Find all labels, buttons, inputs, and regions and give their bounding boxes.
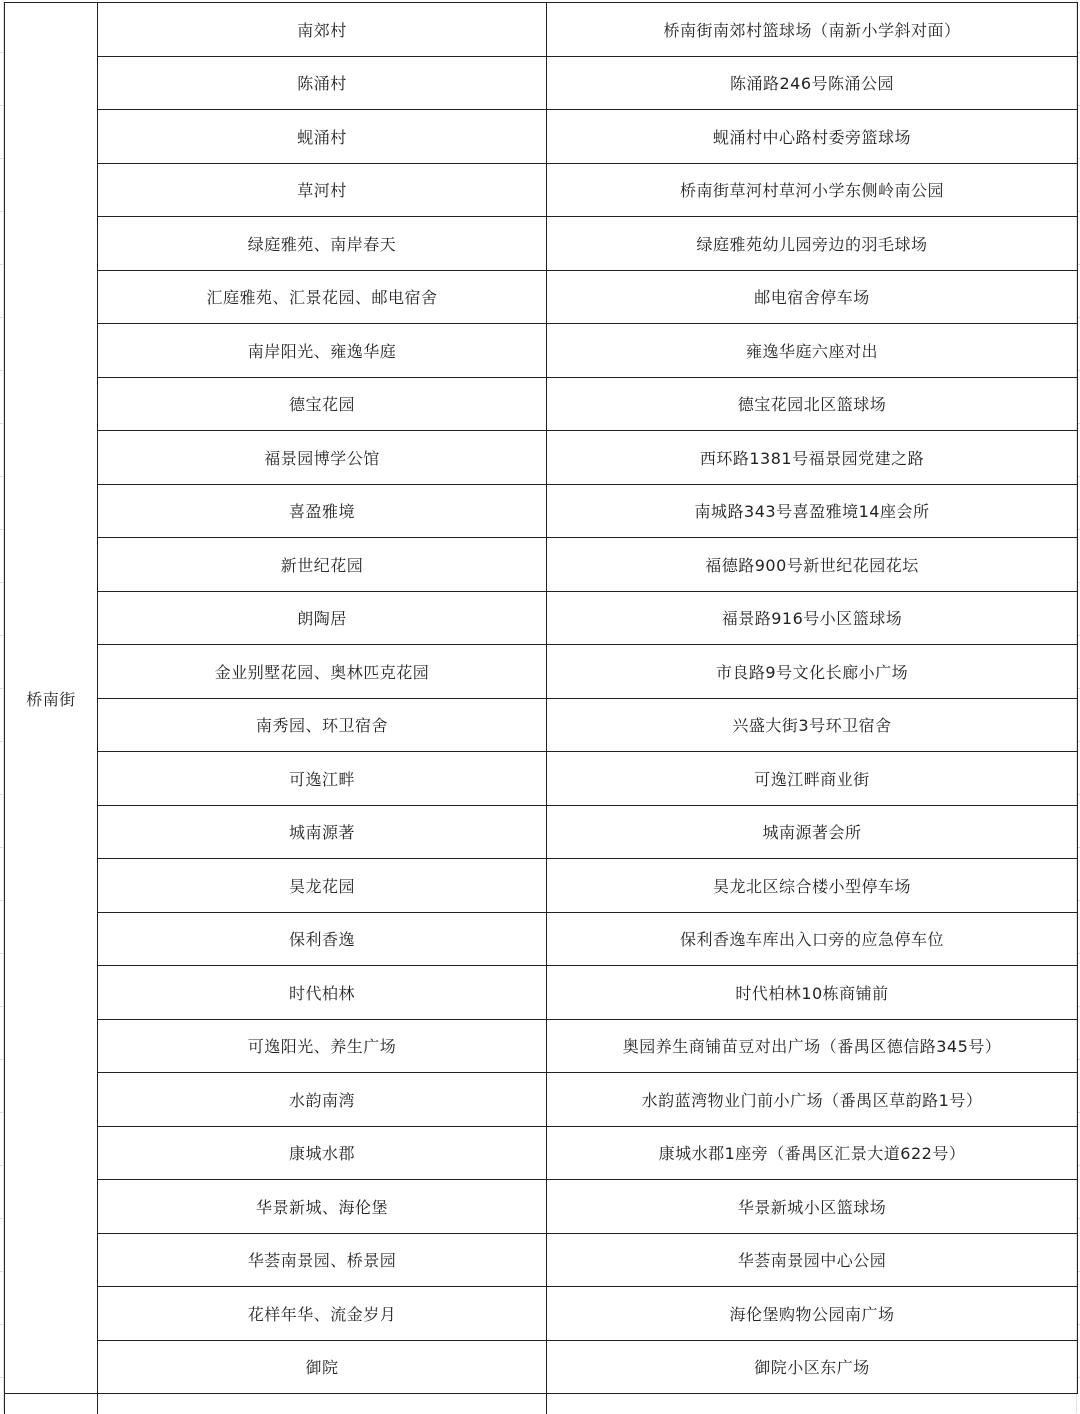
table-row bbox=[5, 56, 1078, 110]
community-cell: 可逸阳光、养生广场 bbox=[98, 1019, 547, 1073]
location-cell: 桥南街草河村草河小学东侧岭南公园 bbox=[547, 163, 1078, 217]
location-cell: 西环路1381号福景园党建之路 bbox=[547, 431, 1078, 485]
community-cell: 草河村 bbox=[98, 163, 547, 217]
community-cell: 新世纪花园 bbox=[98, 538, 547, 592]
location-cell: 可逸江畔商业街 bbox=[547, 752, 1078, 806]
community-cell: 昊龙花园 bbox=[98, 859, 547, 913]
community-cell: 康城水郡 bbox=[98, 1126, 547, 1180]
community-cell: 朗陶居 bbox=[98, 591, 547, 645]
location-cell: 华荟南景园中心公园 bbox=[547, 1233, 1078, 1287]
table-row bbox=[5, 966, 1078, 1020]
community-cell: 福景园博学公馆 bbox=[98, 431, 547, 485]
community-cell: 南岸阳光、雍逸华庭 bbox=[98, 324, 547, 378]
community-cell: 绿庭雅苑、南岸春天 bbox=[98, 217, 547, 271]
table-row bbox=[5, 1287, 1078, 1341]
table-row bbox=[5, 3, 1078, 57]
next-row-partial bbox=[4, 1393, 1077, 1414]
location-cell: 兴盛大街3号环卫宿舍 bbox=[547, 698, 1078, 752]
location-cell: 市良路9号文化长廊小广场 bbox=[547, 645, 1078, 699]
location-cell: 御院小区东广场 bbox=[547, 1340, 1078, 1394]
table-row bbox=[5, 163, 1078, 217]
community-cell: 御院 bbox=[98, 1340, 547, 1394]
table-row bbox=[5, 538, 1078, 592]
community-cell: 蚬涌村 bbox=[98, 110, 547, 164]
location-cell: 昊龙北区综合楼小型停车场 bbox=[547, 859, 1078, 913]
table-row bbox=[5, 1019, 1078, 1073]
community-cell: 喜盈雅境 bbox=[98, 484, 547, 538]
community-cell: 城南源著 bbox=[98, 805, 547, 859]
location-cell: 福德路900号新世纪花园花坛 bbox=[547, 538, 1078, 592]
table-row bbox=[5, 110, 1078, 164]
location-cell: 时代柏林10栋商铺前 bbox=[547, 966, 1078, 1020]
table-row bbox=[5, 217, 1078, 271]
community-cell: 水韵南湾 bbox=[98, 1073, 547, 1127]
location-cell: 邮电宿舍停车场 bbox=[547, 270, 1078, 324]
community-cell: 陈涌村 bbox=[98, 56, 547, 110]
community-cell: 可逸江畔 bbox=[98, 752, 547, 806]
location-cell: 德宝花园北区篮球场 bbox=[547, 377, 1078, 431]
location-cell: 海伦堡购物公园南广场 bbox=[547, 1287, 1078, 1341]
community-cell: 时代柏林 bbox=[98, 966, 547, 1020]
table-row bbox=[5, 698, 1078, 752]
location-cell: 奥园养生商铺苗豆对出广场（番禺区德信路345号） bbox=[547, 1019, 1078, 1073]
location-cell: 桥南街南郊村篮球场（南新小学斜对面） bbox=[547, 3, 1078, 57]
location-cell: 蚬涌村中心路村委旁篮球场 bbox=[547, 110, 1078, 164]
community-cell: 金业别墅花园、奥林匹克花园 bbox=[98, 645, 547, 699]
testing-sites-table bbox=[4, 2, 1078, 1394]
table-row bbox=[5, 591, 1078, 645]
table-row bbox=[5, 431, 1078, 485]
table-row bbox=[5, 1340, 1078, 1394]
location-cell: 水韵蓝湾物业门前小广场（番禺区草韵路1号） bbox=[547, 1073, 1078, 1127]
table-body bbox=[5, 3, 1078, 1394]
community-cell: 花样年华、流金岁月 bbox=[98, 1287, 547, 1341]
table-row bbox=[5, 1233, 1078, 1287]
table-row bbox=[5, 324, 1078, 378]
location-cell: 福景路916号小区篮球场 bbox=[547, 591, 1078, 645]
table-row bbox=[5, 645, 1078, 699]
community-cell: 保利香逸 bbox=[98, 912, 547, 966]
location-cell: 华景新城小区篮球场 bbox=[547, 1180, 1078, 1234]
table-row bbox=[5, 805, 1078, 859]
table-row bbox=[5, 270, 1078, 324]
community-cell: 南秀园、环卫宿舍 bbox=[98, 698, 547, 752]
location-cell: 雍逸华庭六座对出 bbox=[547, 324, 1078, 378]
table-row bbox=[5, 859, 1078, 913]
table-row bbox=[5, 377, 1078, 431]
table-row bbox=[5, 752, 1078, 806]
table-row bbox=[5, 1180, 1078, 1234]
location-cell: 陈涌路246号陈涌公园 bbox=[547, 56, 1078, 110]
community-cell: 德宝花园 bbox=[98, 377, 547, 431]
location-cell: 保利香逸车库出入口旁的应急停车位 bbox=[547, 912, 1078, 966]
location-cell: 城南源著会所 bbox=[547, 805, 1078, 859]
table-row bbox=[5, 1073, 1078, 1127]
table-row bbox=[5, 484, 1078, 538]
location-cell: 南城路343号喜盈雅境14座会所 bbox=[547, 484, 1078, 538]
community-cell: 华荟南景园、桥景园 bbox=[98, 1233, 547, 1287]
table-row bbox=[5, 1126, 1078, 1180]
location-cell: 康城水郡1座旁（番禺区汇景大道622号） bbox=[547, 1126, 1078, 1180]
street-cell: 桥南街 bbox=[5, 3, 98, 1394]
community-cell: 汇庭雅苑、汇景花园、邮电宿舍 bbox=[98, 270, 547, 324]
community-cell: 南郊村 bbox=[98, 3, 547, 57]
table-row bbox=[5, 912, 1078, 966]
location-cell: 绿庭雅苑幼儿园旁边的羽毛球场 bbox=[547, 217, 1078, 271]
community-cell: 华景新城、海伦堡 bbox=[98, 1180, 547, 1234]
